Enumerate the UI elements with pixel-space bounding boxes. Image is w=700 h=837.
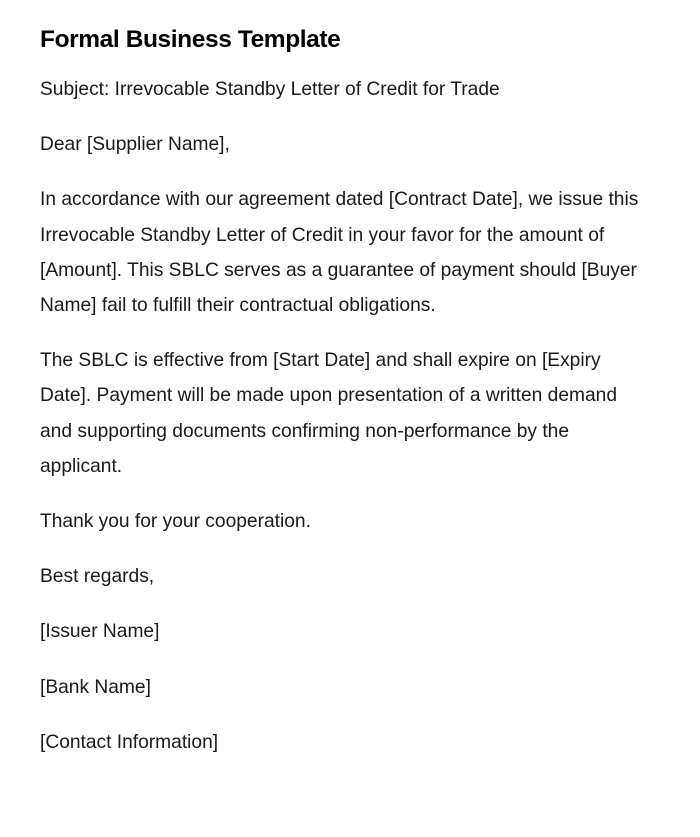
subject-line: Subject: Irrevocable Standby Letter of Credit for Trade bbox=[40, 79, 500, 100]
greeting: Dear [Supplier Name], bbox=[40, 134, 230, 156]
page-title: Formal Business Template bbox=[40, 26, 341, 53]
contact-information: [Contact Information] bbox=[40, 731, 219, 753]
body-paragraph-terms: The SBLC is effective from [Start Date] and shall expire on [Expiry Date]. Payment will be made upon presentation of a written demand and supporting documents confirming non-performance by the applicant. bbox=[40, 350, 618, 477]
body-paragraph-agreement: In accordance with our agreement dated [Contract Date], we issue this Irrevocable Standby Letter of Credit in your favor for the amount of [Amount]. This SBLC serves as a guarantee of payment should [Buyer Name] fail to fulfill their contractual obligations. bbox=[40, 189, 639, 317]
closing-line: Best regards, bbox=[40, 566, 155, 588]
thanks-line: Thank you for your cooperation. bbox=[40, 511, 311, 533]
bank-name: [Bank Name] bbox=[40, 676, 151, 698]
issuer-name: [Issuer Name] bbox=[40, 621, 160, 643]
